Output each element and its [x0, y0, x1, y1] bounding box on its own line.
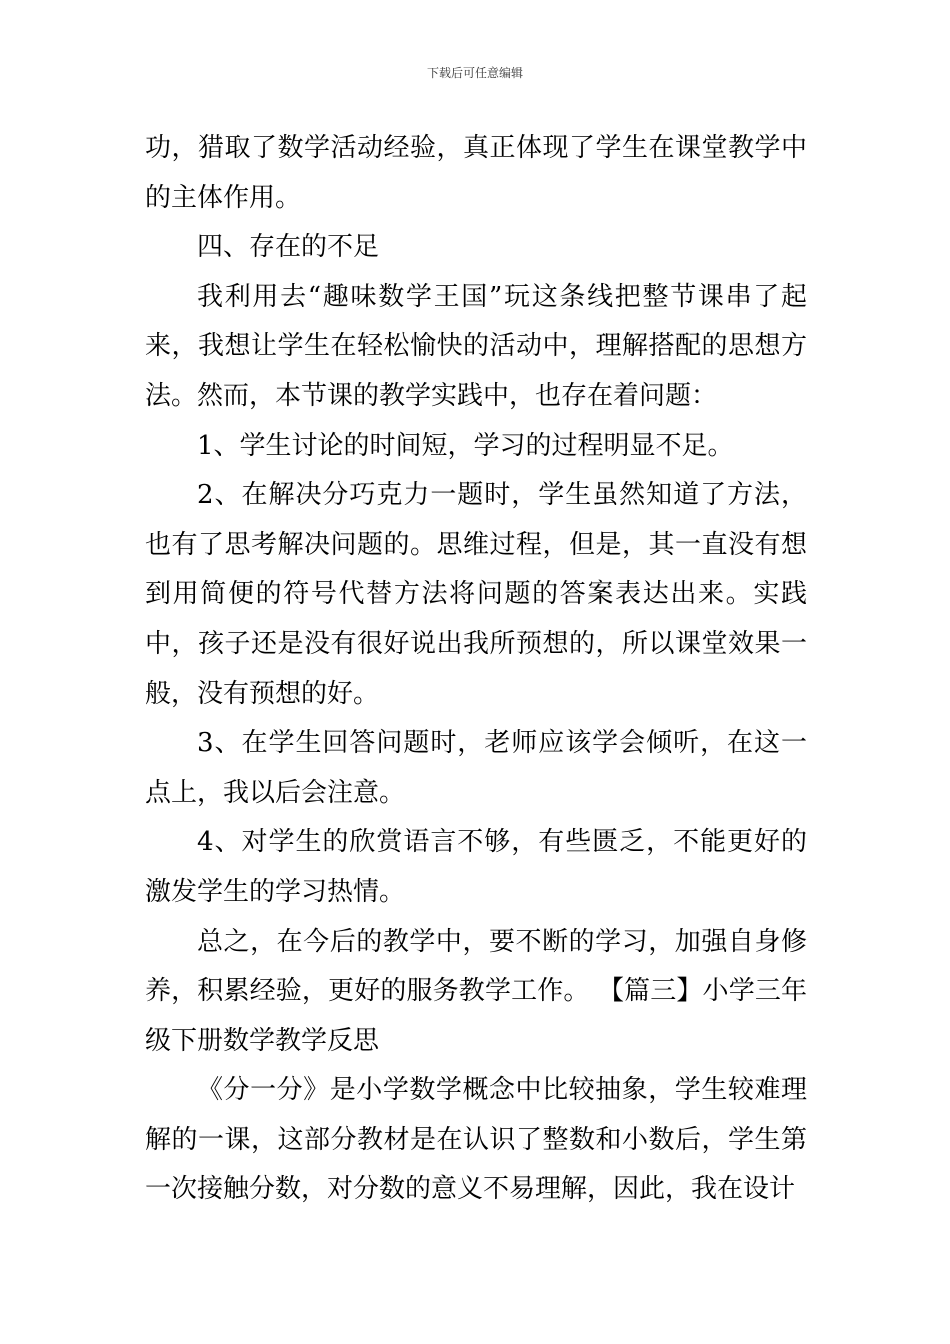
paragraph-intro-problems: 我利用去“趣味数学王国”玩这条线把整节课串了起来，我想让学生在轻松愉快的活动中，理解搭配的思想方法。然而，本节课的教学实践中，也存在着问题：	[145, 281, 807, 411]
list-item-2: 2、在解决分巧克力一题时，学生虽然知道了方法，也有了思考解决问题的。思维过程，但是，其一直没有想到用简便的符号代替方法将问题的答案表达出来。实践中，孩子还是没有很好说出我所预想的，所以课堂效果一般，没有预想的好。	[145, 480, 807, 709]
paragraph-summary: 总之，在今后的教学中，要不断的学习，加强自身修养，积累经验，更好的服务教学工作。 【篇三】小学三年级下册数学教学反思	[145, 926, 807, 1056]
header-note: 下载后可任意编辑	[426, 66, 523, 80]
list-item-4: 4、对学生的欣赏语言不够，有些匮乏，不能更好的激发学生的学习热情。	[145, 827, 807, 907]
paragraph-fractions-lesson: 《分一分》是小学数学概念中比较抽象，学生较难理解的一课，这部分教材是在认识了整数和小数后，学生第一次接触分数，对分数的意义不易理解，因此，我在设计	[145, 1075, 807, 1205]
list-item-3: 3、在学生回答问题时，老师应该学会倾听，在这一点上，我以后会注意。	[145, 728, 807, 808]
section-heading-shortcomings: 四、存在的不足	[197, 232, 380, 263]
document-body	[145, 124, 807, 1215]
list-item-1: 1、学生讨论的时间短，学习的过程明显不足。	[197, 430, 734, 461]
paragraph-continuation: 功，猎取了数学活动经验，真正体现了学生在课堂教学中的主体作用。	[145, 133, 807, 213]
